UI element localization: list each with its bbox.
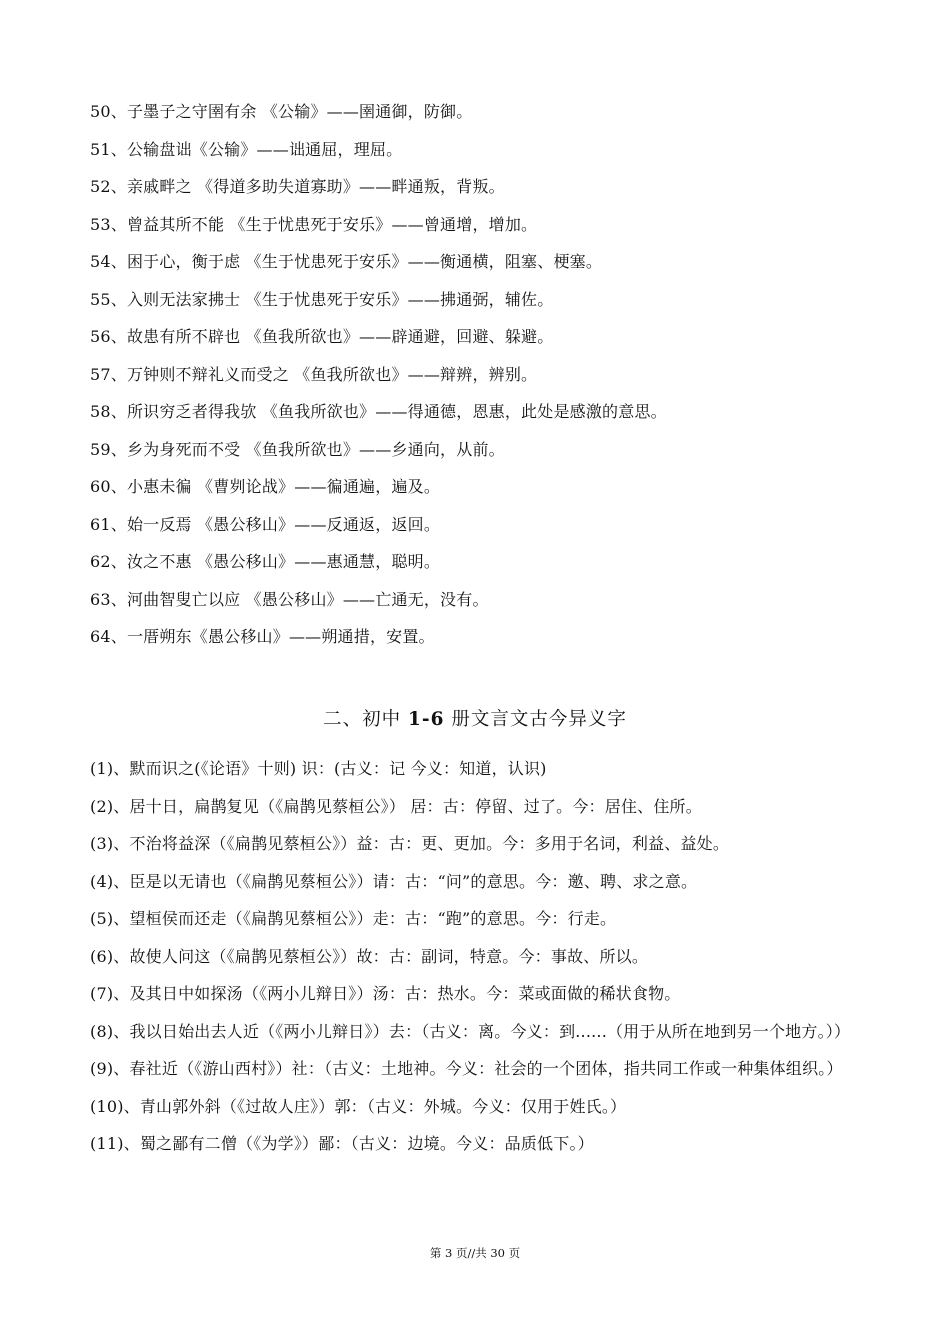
tongjiazi-list [90,93,880,656]
list-item: (8)、我以日始出去人近（《两小儿辩日》）去：（古义：离。今义：到......（用于从所在地到另一个地方。）） [90,1021,851,1041]
list-item: 62、汝之不惠 《愚公移山》——惠通慧，聪明。 [90,552,441,571]
list-item: (4)、臣是以无请也（《扁鹊见蔡桓公》）请：古：“问”的意思。今：邀、聘、求之意。 [90,871,698,891]
list-item: (10)、青山郭外斜（《过故人庄》）郭：（古义：外城。今义：仅用于姓氏。） [90,1096,627,1116]
list-item: (7)、及其日中如探汤（《两小儿辩日》）汤：古：热水。今：菜或面做的稀状食物。 [90,984,681,1003]
list-item: 51、公输盘诎《公输》——诎通屈，理屈。 [90,139,403,159]
list-item: 57、万钟则不辩礼义而受之 《鱼我所欲也》——辩辨，辨别。 [90,364,538,384]
list-item: 55、入则无法家拂士 《生于忧患死于安乐》——拂通弼，辅佐。 [90,289,554,309]
list-item: (2)、居十日，扁鹊复见（《扁鹊见蔡桓公》） 居：古：停留、过了。今：居住、住所。 [90,796,702,816]
list-item: 53、曾益其所不能 《生于忧患死于安乐》——曾通增，增加。 [90,214,538,234]
list-item: 56、故患有所不辟也 《鱼我所欲也》——辟通避，回避、躲避。 [90,327,554,346]
page-footer: 第 3 页//共 30 页 [429,1246,521,1260]
list-item: 60、小惠未徧 《曹刿论战》——徧通遍，遍及。 [90,477,441,496]
section-title-prefix: 二、初中 [323,709,409,730]
list-item: 59、乡为身死而不受 《鱼我所欲也》——乡通向，从前。 [90,439,505,459]
list-item: (9)、春社近（《游山西村》）社：（古义：土地神。今义：社会的一个团体，指共同工作或一种集体组织。） [90,1059,843,1078]
list-item: 63、河曲智叟亡以应 《愚公移山》——亡通无，没有。 [90,589,489,609]
section-title-suffix: 册文言文古今异义字 [444,709,627,730]
list-item: (11)、蜀之鄙有二僧（《为学》）鄙：（古义：边境。今义：品质低下。） [90,1134,594,1153]
list-item: 58、所识穷乏者得我欤 《鱼我所欲也》——得通德，恩惠，此处是感激的意思。 [90,402,667,421]
list-item: (6)、故使人问这（《扁鹊见蔡桓公》）故：古：副词，特意。今：事故、所以。 [90,946,649,966]
section-title-range: 1-6 [408,709,445,730]
list-item: (1)、默而识之(《论语》十则) 识：(古义：记 今义：知道，认识) [90,759,547,778]
list-item: 54、困于心，衡于虑 《生于忧患死于安乐》——衡通横，阻塞、梗塞。 [90,252,603,271]
list-item: 61、始一反焉 《愚公移山》——反通返，返回。 [90,514,441,534]
gujin-yiyi-list [90,750,865,1163]
list-item: (5)、望桓侯而还走（《扁鹊见蔡桓公》）走：古：“跑”的意思。今：行走。 [90,909,617,928]
section-title [0,705,950,735]
list-item: 52、亲戚畔之 《得道多助失道寡助》——畔通叛，背叛。 [90,177,505,196]
list-item: 50、子墨子之守圉有余 《公输》——圉通御，防御。 [90,102,473,121]
list-item: (3)、不治将益深（《扁鹊见蔡桓公》）益：古：更、更加。今：多用于名词，利益、益处。 [90,834,730,853]
list-item: 64、一厝朔东《愚公移山》——朔通措，安置。 [90,627,435,646]
